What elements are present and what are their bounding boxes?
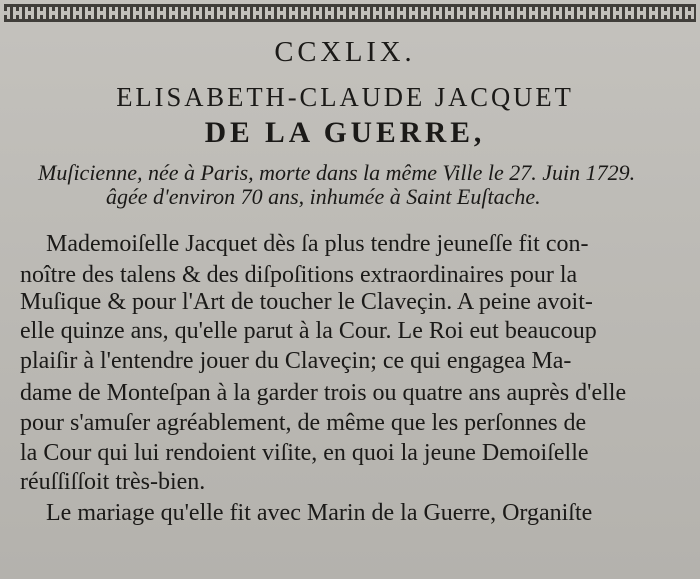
body-line: Mademoiſelle Jacquet dès ſa plus tendre jeuneſſe fit con- <box>46 231 589 257</box>
entry-name-line2: DE LA GUERRE, <box>204 116 486 149</box>
body-line: la Cour qui lui rendoient viſite, en quoi la jeune Demoiſelle <box>20 440 589 466</box>
subtitle-line: âgée d'environ 70 ans, inhumée à Saint Euſtache. <box>106 184 541 209</box>
body-line: pour s'amuſer agréablement, de même que les perſonnes de <box>20 410 587 436</box>
decorative-border <box>4 4 696 22</box>
entry-number: CCXLIX. <box>274 36 416 68</box>
entry-name-line1: ELISABETH-CLAUDE JACQUET <box>116 82 574 112</box>
body-line: Muſique & pour l'Art de toucher le Claveçin. A peine avoit- <box>20 289 593 315</box>
body-line: Le mariage qu'elle fit avec Marin de la Guerre, Organiſte <box>46 500 593 526</box>
body-line: réuſſiſſoit très-bien. <box>20 469 206 495</box>
body-line: dame de Monteſpan à la garder trois ou quatre ans auprès d'elle <box>20 380 627 406</box>
body-line: plaiſir à l'entendre jouer du Claveçin; ce qui engagea Ma- <box>20 348 572 374</box>
body-line: elle quinze ans, qu'elle parut à la Cour. Le Roi eut beaucoup <box>20 318 597 344</box>
subtitle-line: Muſicienne, née à Paris, morte dans la même Ville le 27. Juin 1729. <box>38 160 636 185</box>
body-line: noître des talens & des diſpoſitions extraordinaires pour la <box>20 262 578 288</box>
